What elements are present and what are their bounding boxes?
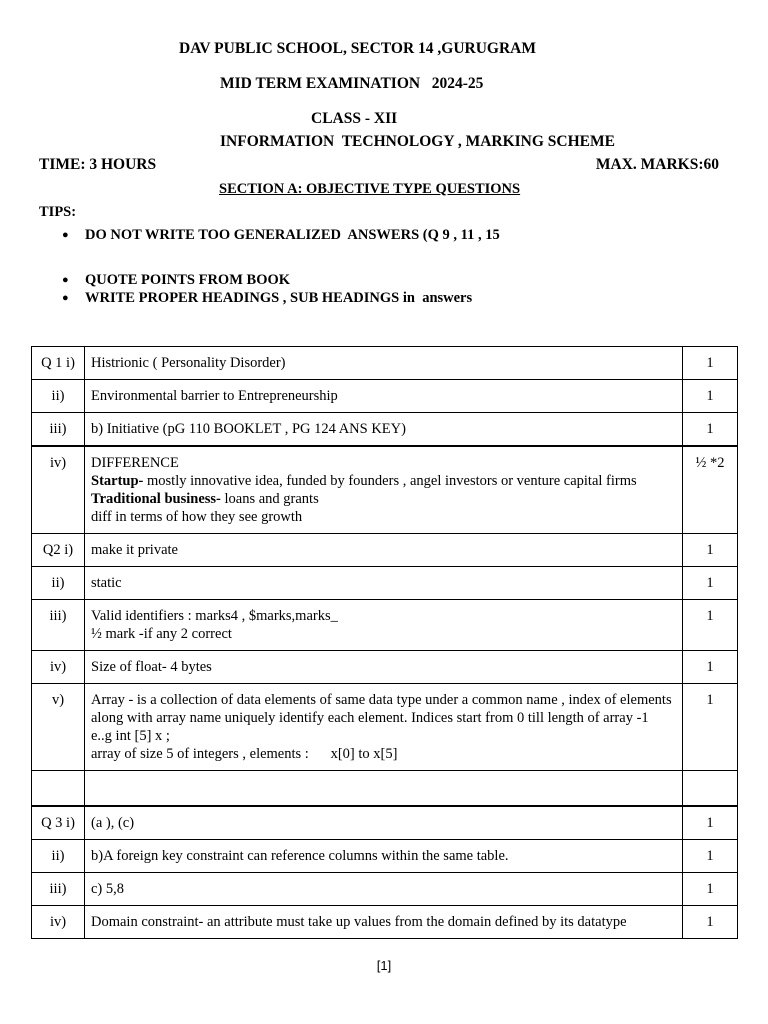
- question-number: Q 3 i): [32, 806, 85, 840]
- marking-scheme-table: [31, 346, 738, 939]
- answer-cell: Size of float- 4 bytes: [85, 651, 683, 684]
- empty-cell: [32, 771, 85, 807]
- marks-cell: ½ *2: [683, 446, 738, 534]
- tip-item: ● QUOTE POINTS FROM BOOK: [62, 271, 472, 289]
- marks-cell: 1: [683, 380, 738, 413]
- marks-cell: 1: [683, 347, 738, 380]
- answer-cell: Environmental barrier to Entrepreneurship: [85, 380, 683, 413]
- marks-cell: 1: [683, 906, 738, 939]
- answer-text: mostly innovative idea, funded by founders , angel investors or venture capital firms: [143, 473, 637, 489]
- table-row: [32, 684, 738, 771]
- question-number: ii): [32, 567, 85, 600]
- answer-cell: b) Initiative (pG 110 BOOKLET , PG 124 ANS KEY): [85, 413, 683, 447]
- table-row: [32, 840, 738, 873]
- answer-cell: Histrionic ( Personality Disorder): [85, 347, 683, 380]
- empty-cell: [683, 771, 738, 807]
- marks-cell: 1: [683, 534, 738, 567]
- empty-cell: [85, 771, 683, 807]
- table-row: [32, 567, 738, 600]
- question-number: ii): [32, 380, 85, 413]
- marks-cell: 1: [683, 651, 738, 684]
- page-number: [1]: [376, 958, 392, 973]
- answer-cell: Domain constraint- an attribute must take up values from the domain defined by its datatype: [85, 906, 683, 939]
- question-number: Q2 i): [32, 534, 85, 567]
- section-heading: SECTION A: OBJECTIVE TYPE QUESTIONS: [219, 181, 521, 197]
- answer-line: e..g int [5] x ;: [91, 728, 170, 744]
- question-number: iii): [32, 413, 85, 447]
- class-label: CLASS - XII: [311, 110, 398, 127]
- answer-cell: [85, 684, 683, 771]
- marks-cell: 1: [683, 840, 738, 873]
- table-row: [32, 906, 738, 939]
- answer-line: array of size 5 of integers , elements : x[0] to x[5]: [91, 746, 398, 762]
- term-traditional: Traditional business-: [91, 491, 221, 507]
- school-name: DAV PUBLIC SCHOOL, SECTOR 14 ,GURUGRAM: [179, 40, 536, 57]
- question-number: ii): [32, 840, 85, 873]
- answer-cell: make it private: [85, 534, 683, 567]
- question-number: iv): [32, 651, 85, 684]
- answer-line: ½ mark -if any 2 correct: [91, 626, 232, 642]
- table-row-empty: [32, 771, 738, 807]
- tips-list-1: [62, 226, 500, 244]
- subject-title: INFORMATION TECHNOLOGY , MARKING SCHEME: [220, 133, 615, 150]
- table-row: [32, 380, 738, 413]
- tips-label: TIPS:: [39, 204, 77, 220]
- answer-line: Valid identifiers : marks4 , $marks,marks_: [91, 608, 338, 624]
- answer-line: diff in terms of how they see growth: [91, 509, 303, 525]
- answer-line: [91, 490, 676, 508]
- tips-list-2: [62, 271, 472, 307]
- question-number: iii): [32, 873, 85, 906]
- table-row: [32, 806, 738, 840]
- tip-item: ● DO NOT WRITE TOO GENERALIZED ANSWERS (Q 9 , 11 , 15: [62, 226, 500, 244]
- question-number: iv): [32, 446, 85, 534]
- marks-cell: 1: [683, 600, 738, 651]
- answer-cell: b)A foreign key constraint can reference columns within the same table.: [85, 840, 683, 873]
- term-startup: Startup-: [91, 473, 144, 489]
- table-row: [32, 873, 738, 906]
- max-marks-label: MAX. MARKS:60: [595, 156, 719, 173]
- marks-cell: 1: [683, 806, 738, 840]
- table-row: [32, 347, 738, 380]
- marks-cell: 1: [683, 684, 738, 771]
- tip-item: ● WRITE PROPER HEADINGS , SUB HEADINGS in answers: [62, 289, 472, 307]
- table-row: [32, 651, 738, 684]
- question-number: v): [32, 684, 85, 771]
- marks-cell: 1: [683, 873, 738, 906]
- exam-title: MID TERM EXAMINATION 2024-25: [220, 75, 484, 92]
- marks-cell: 1: [683, 413, 738, 447]
- answer-cell: [85, 446, 683, 534]
- answer-line: [91, 472, 676, 490]
- table-row: [32, 534, 738, 567]
- answer-cell: (a ), (c): [85, 806, 683, 840]
- question-number: Q 1 i): [32, 347, 85, 380]
- question-number: iii): [32, 600, 85, 651]
- table-row: [32, 413, 738, 447]
- table-row: [32, 600, 738, 651]
- table-row: [32, 446, 738, 534]
- answer-line: Array - is a collection of data elements of same data type under a common name , index of elements along with array name uniquely identify each element. Indices start from 0 till length of array -1: [91, 692, 672, 726]
- answer-line: DIFFERENCE: [91, 455, 179, 471]
- answer-cell: [85, 600, 683, 651]
- answer-cell: c) 5,8: [85, 873, 683, 906]
- answer-text: loans and grants: [220, 491, 319, 507]
- time-label: TIME: 3 HOURS: [39, 156, 157, 173]
- question-number: iv): [32, 906, 85, 939]
- marks-cell: 1: [683, 567, 738, 600]
- answer-cell: static: [85, 567, 683, 600]
